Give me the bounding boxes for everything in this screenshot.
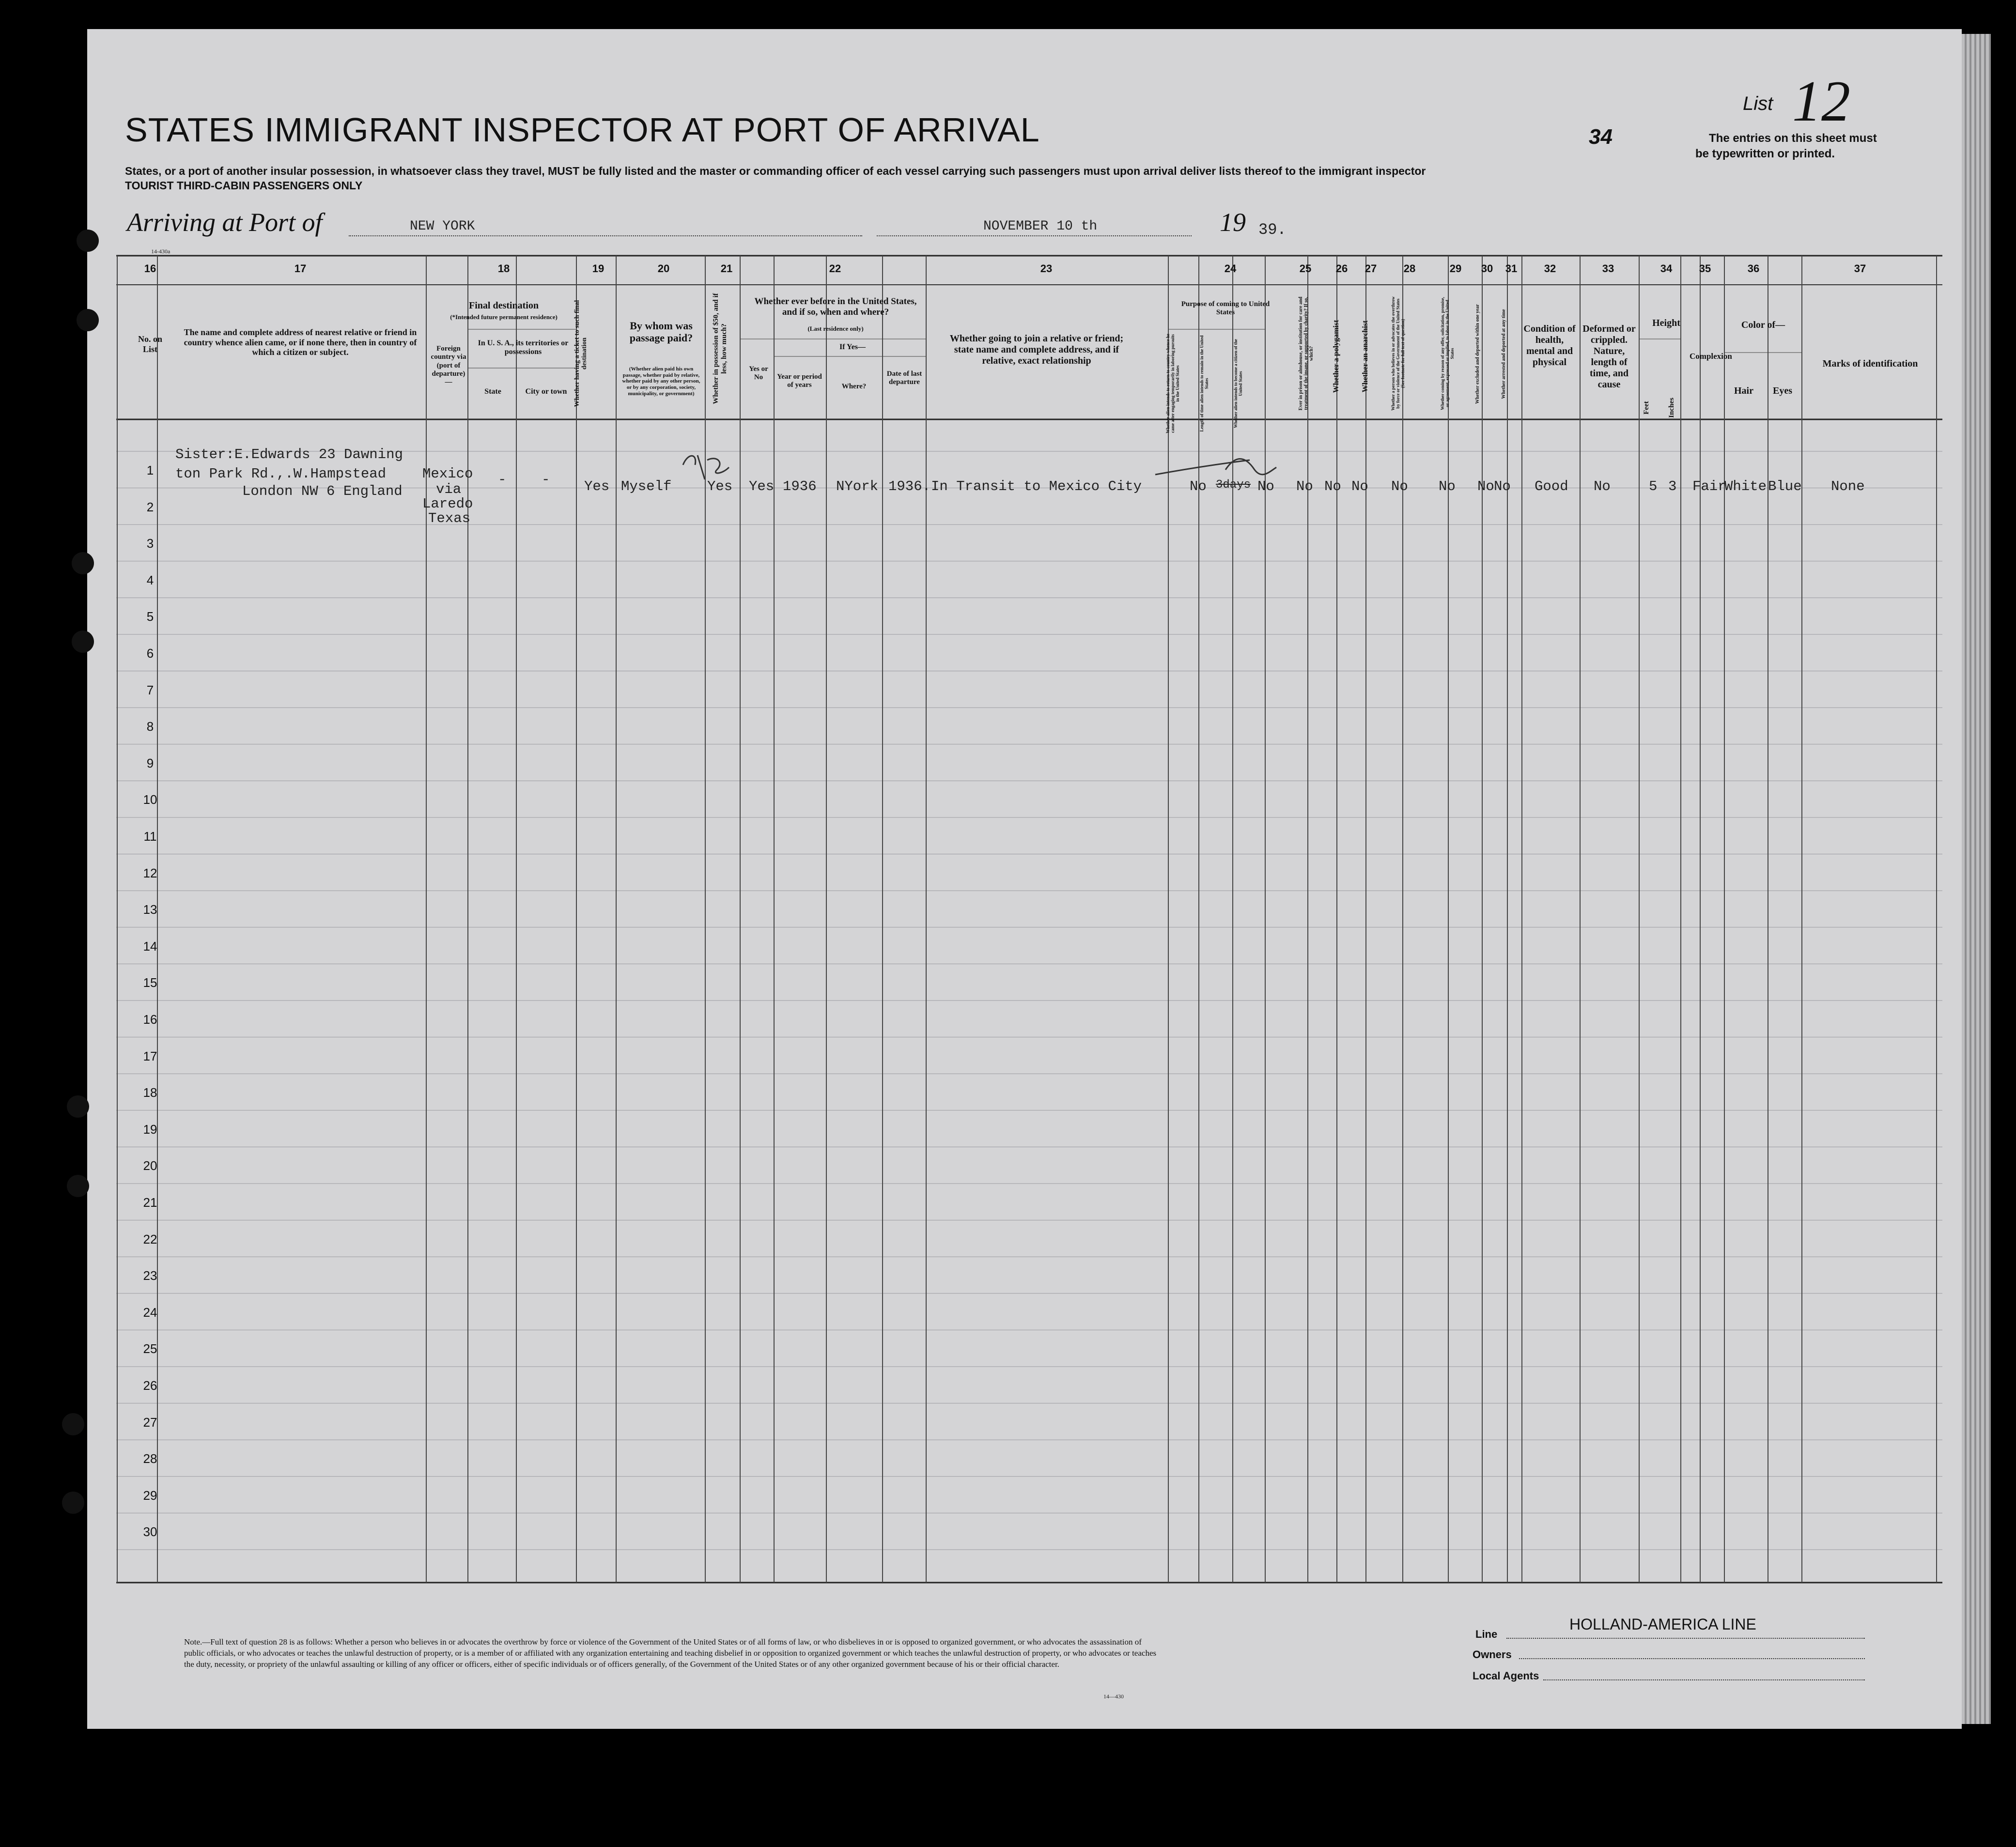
row-number: 30 [143, 1524, 157, 1539]
handwritten-annotation [678, 450, 736, 484]
entry-marks: None [1831, 478, 1865, 494]
row-number: 9 [146, 755, 154, 770]
row-number: 20 [143, 1158, 157, 1173]
date-underline [877, 235, 1192, 236]
header-height: Height [1652, 318, 1680, 328]
row-number: 24 [143, 1305, 157, 1320]
header-eyes: Eyes [1773, 385, 1792, 396]
entry-deformed: No [1594, 478, 1611, 494]
column-number: 23 [1040, 262, 1053, 275]
entry-overthrow: No [1391, 478, 1408, 494]
entry-feet: 5 [1649, 478, 1658, 494]
punch-hole [67, 1175, 89, 1197]
header-year-or-period: Year or period of years [777, 373, 822, 389]
header-purpose-a: Whether alien intends to return to country whence he came after engaging temporarily in laboring pursuits in the United States [1165, 334, 1180, 433]
header-purpose: Purpose of coming to United States [1181, 300, 1270, 317]
header-overthrow: Whether a person who believes in or advocates the overthrow by force or violence of the Government of the United States (See footnote for full text of question) [1391, 296, 1405, 411]
header-feet: Feet [1643, 401, 1650, 415]
row-number: 23 [143, 1268, 157, 1283]
header-city-or-town: City or town [525, 387, 567, 396]
header-polygamist: Whether a polygamist [1332, 320, 1340, 393]
row-number: 25 [143, 1341, 157, 1356]
entry-polygamist: No [1324, 478, 1341, 494]
entry-paid-by: Myself [621, 478, 672, 494]
column-number: 33 [1602, 262, 1614, 275]
year-suffix: 39. [1258, 221, 1287, 239]
entry-going-to-join: In Transit to Mexico City [931, 478, 1142, 494]
column-number: 20 [657, 262, 670, 275]
column-number: 37 [1854, 262, 1866, 275]
manifest-sheet [87, 29, 1962, 1729]
entry-ticket: Yes [584, 478, 610, 494]
row-number: 6 [146, 646, 154, 661]
header-inches: Inches [1668, 398, 1675, 418]
entry-before-yes-no: Yes [749, 478, 775, 494]
column-number: 24 [1224, 262, 1237, 275]
year-prefix: 19 [1220, 208, 1246, 237]
line-label: Line [1475, 1628, 1498, 1640]
row-number: 5 [146, 609, 154, 624]
column-number: 30 [1481, 262, 1493, 275]
line-name: HOLLAND-AMERICA LINE [1569, 1616, 1756, 1633]
list-label: List [1743, 93, 1773, 114]
handwritten-strike [1153, 455, 1279, 489]
header-health: Condition of health, mental and physical [1523, 323, 1576, 368]
row-number: 29 [143, 1488, 157, 1503]
column-number: 25 [1299, 262, 1312, 275]
row-number: 19 [143, 1122, 157, 1137]
column-number: 29 [1449, 262, 1462, 275]
column-number: 32 [1544, 262, 1556, 275]
header-purpose-b: Length of time alien intends to remain in the United States [1199, 335, 1209, 432]
column-number: 31 [1505, 262, 1518, 275]
entry-foreign-line2: via [436, 481, 462, 497]
entry-eyes: Blue [1768, 478, 1802, 494]
punch-hole [62, 1492, 84, 1514]
row-number: 10 [143, 792, 157, 807]
row-number: 18 [143, 1085, 157, 1100]
column-number: 28 [1403, 262, 1416, 275]
row-number: 8 [146, 719, 154, 734]
punch-hole [77, 309, 99, 331]
row-number: 17 [143, 1048, 157, 1063]
column-number: 19 [592, 262, 605, 275]
column-number: 34 [1660, 262, 1673, 275]
port-underline [349, 235, 862, 236]
entry-state: - [498, 472, 507, 488]
agents-label: Local Agents [1473, 1670, 1539, 1682]
entry-excluded: No [1477, 478, 1494, 494]
header-final-destination-sub: (*Intended future permanent residence) [450, 313, 558, 321]
row-number: 21 [143, 1195, 157, 1210]
entry-possession-50: Yes [707, 478, 733, 494]
header-where: Where? [841, 383, 867, 390]
entry-foreign-line1: Mexico [422, 466, 473, 482]
header-by-whom: By whom was passage paid? [629, 320, 693, 344]
entry-relative-line1: Sister:E.Edwards 23 Dawning [175, 446, 403, 462]
owners-label: Owners [1473, 1648, 1512, 1661]
header-before-in-us: Whether ever before in the United States, and if so, when and where? [754, 296, 917, 317]
header-yes-or-no: Yes or No [749, 365, 768, 382]
punch-hole [72, 631, 94, 653]
entry-city: - [542, 472, 550, 488]
header-subtitle: States, or a port of another insular possession, in whatsoever class they travel, MUST be fully listed and the master or commanding officer of each vessel carrying such passengers must upon arrival deliver lists thereof to the immigrant inspector [125, 165, 1426, 177]
row-number: 16 [143, 1012, 157, 1027]
row-number: 11 [143, 829, 157, 844]
footer-form-code: 14—430 [1103, 1693, 1124, 1700]
entry-arrested: No [1494, 478, 1511, 494]
entry-foreign-line3: Laredo [422, 496, 473, 512]
class-note: TOURIST THIRD-CABIN PASSENGERS ONLY [125, 179, 363, 192]
row-number: 14 [143, 939, 157, 954]
header-nearest-relative: The name and complete address of nearest relative or friend in country whence alien came, or if none there, then in country of which a citizen or subject. [184, 327, 417, 357]
column-number: 35 [1699, 262, 1711, 275]
header-contract-labor: Whether coming by reason of any offer, solicitation, promise, or agreement, expressed or implied, to labor in the United States [1440, 297, 1455, 410]
header-by-whom-sub: (Whether alien paid his own passage, whether paid by relative, whether paid by any other person, or by any corporation, society, municipality, or government) [622, 366, 700, 397]
column-number: 21 [720, 262, 733, 275]
row-number: 12 [143, 865, 157, 880]
header-foreign-country: Foreign country via (port of departure)— [431, 345, 466, 386]
header-color-of: Color of— [1741, 320, 1785, 330]
header-in-usa: In U. S. A., its territories or possessions [478, 339, 569, 356]
punch-hole [67, 1095, 89, 1118]
punch-hole [62, 1413, 84, 1435]
column-number: 17 [294, 262, 307, 275]
column-number: 16 [144, 262, 156, 275]
entry-complexion: Fair [1692, 478, 1726, 494]
arriving-label: Arriving at Port of [127, 208, 323, 237]
stamp-number: 34 [1589, 125, 1613, 149]
row-number: 7 [146, 682, 154, 697]
typewritten-note-2: be typewritten or printed. [1695, 147, 1835, 160]
entry-purpose-a: No [1190, 478, 1207, 494]
header-ticket: Whether having a ticket to such final destination [574, 300, 589, 407]
typewritten-note-1: The entries on this sheet must [1709, 132, 1877, 145]
header-hair: Hair [1734, 385, 1753, 396]
header-deformed: Deformed or crippled. Nature, length of time, and cause [1582, 323, 1636, 390]
header-arrested: Whether arrested and deported at any time [1501, 309, 1506, 399]
row-number: 26 [143, 1378, 157, 1393]
row-number: 1 [146, 463, 154, 477]
column-number: 26 [1335, 262, 1348, 275]
owners-underline [1519, 1658, 1865, 1659]
row-number: 22 [143, 1231, 157, 1247]
list-number: 12 [1792, 69, 1850, 133]
form-code: 14-430a [151, 248, 171, 255]
entry-before-year: 1936 [783, 478, 817, 494]
header-if-yes: If Yes— [839, 343, 866, 351]
page-stack-edge [1962, 34, 1991, 1724]
entry-anarchist: No [1351, 478, 1368, 494]
agents-underline [1543, 1679, 1865, 1680]
header-no-on-list: No. on List [138, 334, 162, 354]
page-title: STATES IMMIGRANT INSPECTOR AT PORT OF ARRIVAL [125, 111, 1040, 149]
entry-inches: 3 [1668, 478, 1677, 494]
line-underline [1506, 1638, 1865, 1639]
entry-foreign-line4: Texas [428, 510, 471, 526]
header-possession-50: Whether in possession of $50, and if less, how much? [712, 293, 728, 404]
row-number: 2 [146, 499, 154, 514]
entry-purpose-b: 3days [1216, 478, 1251, 492]
header-before-sub: (Last residence only) [807, 325, 864, 332]
punch-hole [77, 230, 99, 252]
row-number: 28 [143, 1451, 157, 1466]
column-number: 18 [497, 262, 510, 275]
header-complexion: Complexion [1690, 352, 1732, 361]
entry-before-departure: 1936. [888, 478, 931, 494]
row-number: 13 [143, 902, 157, 917]
header-purpose-c: Whether alien intends to become a citizen of the United States [1233, 339, 1243, 428]
row-number: 15 [143, 975, 157, 990]
header-prison: Ever in prison or almshouse, or institution for care and treatment of the insane, or supported by charity? If so, which? [1298, 296, 1314, 411]
header-marks: Marks of identification [1822, 358, 1918, 369]
entry-relative-line2: ton Park Rd.,.W.Hampstead [175, 466, 387, 482]
header-going-to-join: Whether going to join a relative or friend; state name and complete address, and if relative, exact relationship [949, 333, 1124, 366]
row-number: 27 [143, 1415, 157, 1430]
entry-relative-line3: London NW 6 England [242, 483, 403, 499]
header-excluded: Whether excluded and deported within one year [1475, 304, 1480, 404]
punch-hole [72, 552, 94, 574]
entry-health: Good [1535, 478, 1568, 494]
column-number: 27 [1365, 262, 1377, 275]
entry-contract-labor: No [1439, 478, 1456, 494]
footnote: Note.—Full text of question 28 is as follows: Whether a person who believes in or advocates the overthrow by force or violence of the Government of the United States or of all forms of law, or who disbelieves in or is opposed to organized government, or who advocates the assassination of public officials, or who advocates or teaches the unlawful destruction of property, or is a member of or affiliated with any organization entertaining and teaching disbelief in or opposition to organized government or which teaches the unlawful destruction of property, or who advocates or teaches the duty, necessity, or propriety of the unlawful assaulting or killing of any officer or officers, either of specific individuals or of officers generally, of the Government of the United States or of any other organized government because of his or their official character. [184, 1637, 1157, 1669]
row-number: 4 [146, 572, 154, 587]
entry-before-where: NYork [836, 478, 879, 494]
header-date-of-departure: Date of last departure [886, 370, 922, 386]
header-state: State [484, 387, 501, 396]
entry-purpose-c: No [1257, 478, 1274, 494]
date-value: NOVEMBER 10 th [983, 219, 1098, 234]
entry-prison: No [1296, 478, 1313, 494]
column-number: 22 [829, 262, 841, 275]
header-anarchist: Whether an anarchist [1361, 320, 1369, 393]
column-number: 36 [1747, 262, 1760, 275]
row-number: 3 [146, 536, 154, 551]
port-value: NEW YORK [410, 219, 475, 234]
header-final-destination: Final destination [469, 300, 539, 311]
entry-hair: White [1724, 478, 1767, 494]
